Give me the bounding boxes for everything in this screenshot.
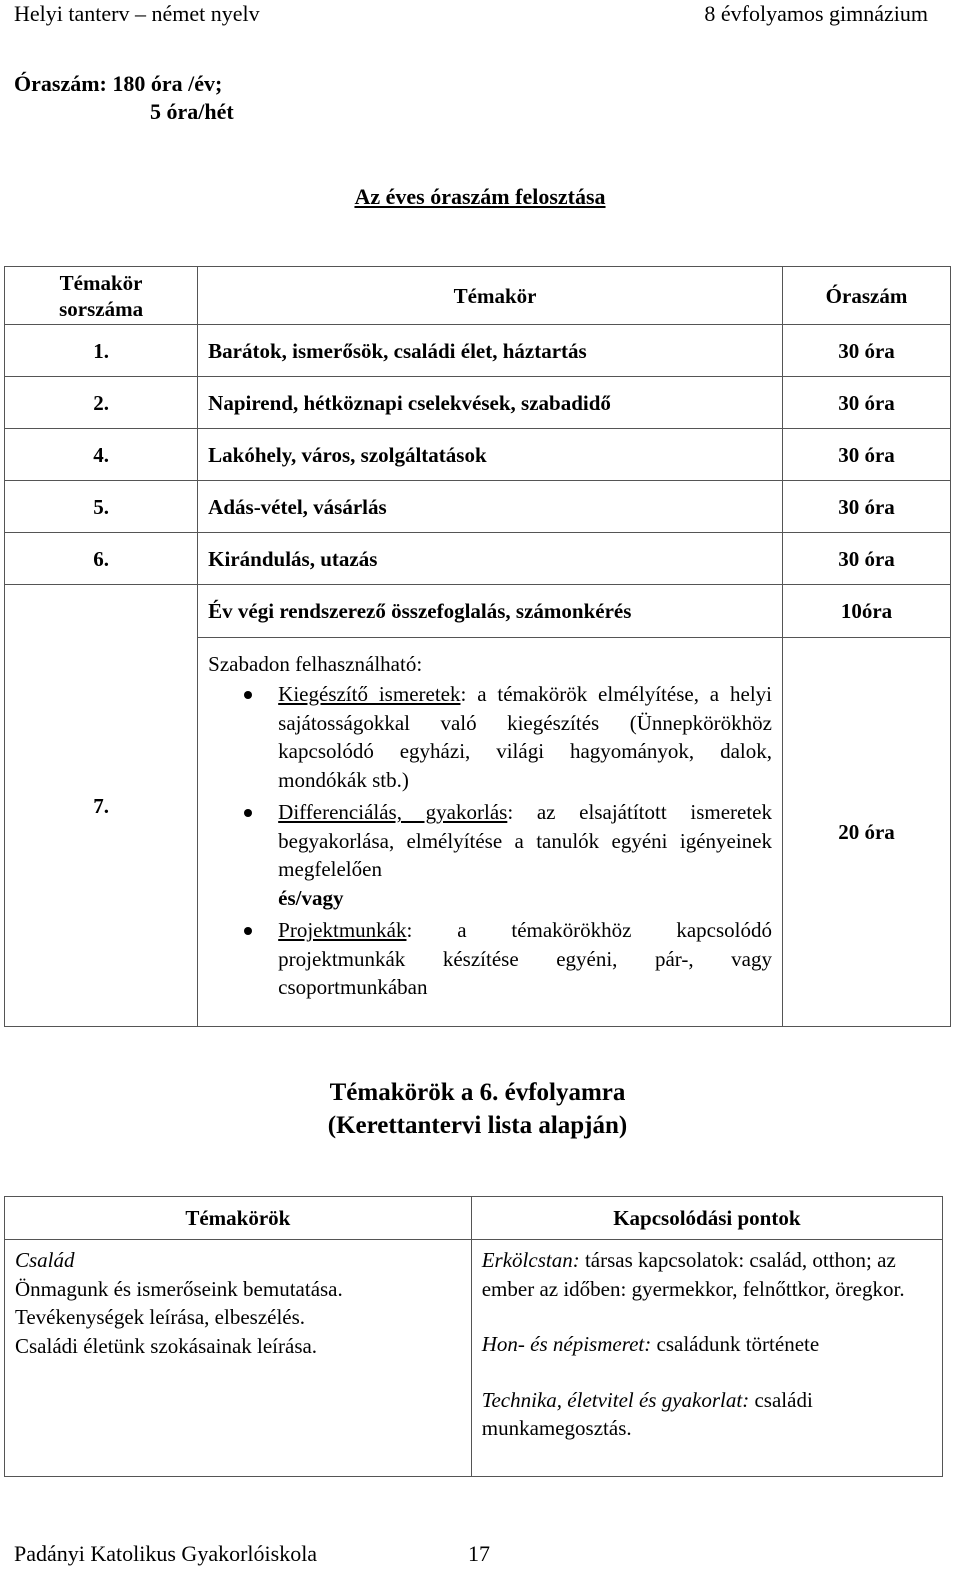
footer-school: Padányi Katolikus Gyakorlóiskola xyxy=(14,1541,318,1566)
table-row xyxy=(5,429,951,481)
connection-label: Hon- és népismeret: xyxy=(481,1332,652,1356)
row-topic: Kirándulás, utazás xyxy=(198,533,783,585)
row-hours: 30 óra xyxy=(783,429,951,481)
col-header-number-line2: sorszáma xyxy=(59,296,144,321)
connection-item xyxy=(482,1246,942,1303)
connections-cell xyxy=(471,1240,942,1477)
topic-line: Családi életünk szokásainak leírása. xyxy=(15,1333,318,1358)
hours-per-year: Óraszám: 180 óra /év; xyxy=(14,71,223,96)
topics-cell xyxy=(5,1240,472,1477)
hours-per-week: 5 óra/hét xyxy=(150,99,234,124)
row-hours: 30 óra xyxy=(783,325,951,377)
header-left: Helyi tanterv – német nyelv xyxy=(14,1,260,26)
row-topic: Év végi rendszerező összefoglalás, számonkérés xyxy=(198,585,783,638)
item-text: : az elsajátított ismeretek begyakorlása, elmélyítése a tanulók egyéni igényeinek megfelelően xyxy=(278,800,772,881)
row-number: 1. xyxy=(5,325,198,377)
col-header-number-line1: Témakör xyxy=(59,270,143,295)
topic-line: Önmagunk és ismerőseink bemutatása. xyxy=(15,1276,343,1301)
table-row xyxy=(5,1240,943,1477)
connection-item xyxy=(482,1330,942,1359)
free-use-title: Szabadon felhasználható: xyxy=(208,652,423,676)
topics-title-line1: Témakörök a 6. évfolyamra xyxy=(329,1079,626,1106)
list-item xyxy=(278,916,772,1002)
connection-text: társas kapcsolatok: család, otthon; az ember az időben: gyermekkor, felnőttkor, öregkor. xyxy=(481,1248,905,1301)
list-item xyxy=(278,798,772,912)
col-header-topics: Témakörök xyxy=(5,1197,472,1240)
table-header-row xyxy=(5,1197,943,1240)
row-topic: Napirend, hétköznapi cselekvések, szabadidő xyxy=(198,377,783,429)
topics-title-line2: (Kerettantervi lista alapján) xyxy=(327,1112,628,1139)
connection-item xyxy=(482,1386,942,1443)
table-row-summary xyxy=(5,585,951,638)
row-topic: Barátok, ismerősök, családi élet, háztartás xyxy=(198,325,783,377)
item-suffix: és/vagy xyxy=(278,885,344,910)
hours-distribution-table xyxy=(4,266,951,1027)
item-text: : a témakörökhöz kapcsolódó projektmunkák készítése egyéni, pár-, vagy csoportmunkában xyxy=(278,918,772,999)
connection-text: családi munkamegosztás. xyxy=(481,1387,813,1440)
free-use-list xyxy=(208,680,772,1002)
row-hours: 30 óra xyxy=(783,481,951,533)
row-hours: 30 óra xyxy=(783,533,951,585)
row-hours: 30 óra xyxy=(783,377,951,429)
table-row xyxy=(5,377,951,429)
connection-text: családunk története xyxy=(651,1332,820,1356)
table-row xyxy=(5,533,951,585)
page-number: 17 xyxy=(468,1541,490,1566)
topic-line: Tevékenységek leírása, elbeszélés. xyxy=(15,1305,306,1329)
item-label: Kiegészítő ismeretek xyxy=(278,682,461,706)
bullet-icon xyxy=(244,691,252,699)
col-header-number xyxy=(5,267,198,325)
header-right: 8 évfolyamos gimnázium xyxy=(704,1,928,26)
item-label: Projektmunkák xyxy=(278,918,407,942)
row-topic: Lakóhely, város, szolgáltatások xyxy=(198,429,783,481)
table-row xyxy=(5,481,951,533)
col-header-topic: Témakör xyxy=(198,267,783,325)
table-row xyxy=(5,325,951,377)
bullet-icon xyxy=(244,927,252,935)
row-hours: 20 óra xyxy=(783,638,951,1027)
table-header-row xyxy=(5,267,951,325)
col-header-connections: Kapcsolódási pontok xyxy=(471,1197,942,1240)
row-number: 7. xyxy=(5,585,198,1027)
free-use-cell xyxy=(198,638,783,1027)
row-number: 6. xyxy=(5,533,198,585)
row-number: 5. xyxy=(5,481,198,533)
col-header-hours: Óraszám xyxy=(783,267,951,325)
connection-label: Erkölcstan: xyxy=(481,1248,580,1272)
topic-title: Család xyxy=(15,1248,75,1272)
list-item xyxy=(278,680,772,794)
item-text: : a témakörök elmélyítése, a helyi sajátosságokkal való kiegészítés (Ünnepkörökhöz kapcsolódó egyházi, világi hagyományok, dalok, mondókák stb.) xyxy=(278,682,772,792)
row-number: 4. xyxy=(5,429,198,481)
item-label: Differenciálás, gyakorlás xyxy=(278,800,508,824)
row-number: 2. xyxy=(5,377,198,429)
bullet-icon xyxy=(244,809,252,817)
row-topic: Adás-vétel, vásárlás xyxy=(198,481,783,533)
row-hours: 10óra xyxy=(783,585,951,638)
connection-label: Technika, életvitel és gyakorlat: xyxy=(481,1387,750,1412)
topics-table xyxy=(4,1196,943,1477)
topics-title xyxy=(0,1076,955,1142)
section-title: Az éves óraszám felosztása xyxy=(354,184,606,209)
